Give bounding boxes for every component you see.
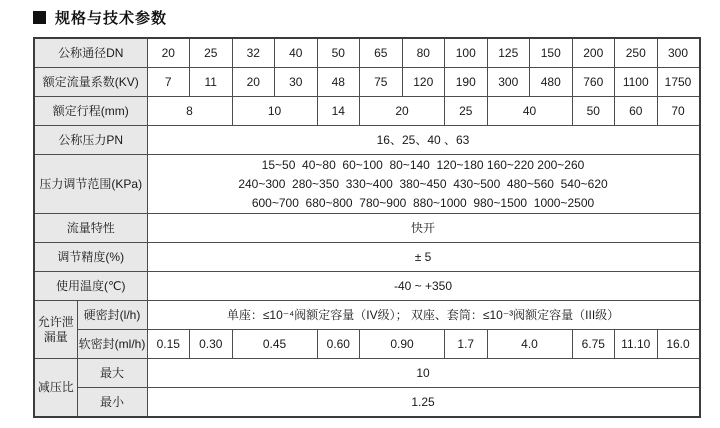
soft-seal-value-cell: 11.10	[615, 330, 658, 359]
hard-seal-value-cell: 单座：≤10⁻⁴阀额定容量（IV级）； 双座、套筒：≤10⁻³阀额定容量（III级）	[147, 301, 700, 330]
row-leakage-soft	[34, 330, 700, 359]
stroke-value-cell: 25	[445, 97, 488, 126]
dn-value-cell: 65	[360, 38, 403, 68]
row-dn	[34, 38, 700, 68]
flow-value-cell: 快开	[147, 214, 700, 243]
dn-value-cell: 100	[445, 38, 488, 68]
kv-value-cell: 1100	[615, 68, 658, 97]
soft-seal-value-cell: 0.15	[147, 330, 190, 359]
kv-value-cell: 760	[572, 68, 615, 97]
row-ratio-min	[34, 388, 700, 418]
section-title-text: 规格与技术参数	[55, 10, 168, 27]
kv-value-cell: 7	[147, 68, 190, 97]
soft-seal-value-cell: 4.0	[487, 330, 572, 359]
dn-value-cell: 40	[275, 38, 318, 68]
row-label-kv: 额定流量系数(KV)	[34, 68, 147, 97]
row-label-stroke: 额定行程(mm)	[34, 97, 147, 126]
dn-value-cell: 50	[317, 38, 360, 68]
row-stroke	[34, 97, 700, 126]
ratio-min-value-cell: 1.25	[147, 388, 700, 418]
row-pn	[34, 126, 700, 155]
stroke-value-cell: 50	[572, 97, 615, 126]
ratio-max-value-cell: 10	[147, 359, 700, 388]
row-label-accuracy: 调节精度(%)	[34, 243, 147, 272]
dn-value-cell: 80	[402, 38, 445, 68]
kv-value-cell: 48	[317, 68, 360, 97]
ratio-group-label: 减压比	[34, 359, 77, 418]
pressure-range-line: 600~700 680~800 780~900 880~1000 980~1500 1000~2500	[251, 195, 595, 210]
kv-value-cell: 1750	[657, 68, 700, 97]
spec-table	[33, 37, 701, 418]
stroke-value-cell: 70	[657, 97, 700, 126]
kv-value-cell: 300	[487, 68, 530, 97]
dn-value-cell: 300	[657, 38, 700, 68]
soft-seal-value-cell: 0.45	[232, 330, 317, 359]
soft-seal-value-cell: 0.90	[360, 330, 445, 359]
dn-value-cell: 200	[572, 38, 615, 68]
stroke-value-cell: 14	[317, 97, 360, 126]
kv-value-cell: 30	[275, 68, 318, 97]
dn-value-cell: 125	[487, 38, 530, 68]
stroke-value-cell: 8	[147, 97, 232, 126]
soft-seal-value-cell: 0.60	[317, 330, 360, 359]
section-title	[33, 7, 720, 28]
row-accuracy	[34, 243, 700, 272]
row-ratio-max	[34, 359, 700, 388]
dn-value-cell: 250	[615, 38, 658, 68]
row-leakage-hard	[34, 301, 700, 330]
soft-seal-value-cell: 6.75	[572, 330, 615, 359]
row-label-ratio-min: 最小	[77, 388, 147, 418]
stroke-value-cell: 20	[360, 97, 445, 126]
kv-value-cell: 120	[402, 68, 445, 97]
dn-value-cell: 25	[190, 38, 233, 68]
soft-seal-value-cell: 1.7	[445, 330, 488, 359]
kv-value-cell: 480	[530, 68, 573, 97]
kv-value-cell: 75	[360, 68, 403, 97]
kv-value-cell: 20	[232, 68, 275, 97]
row-label-hard-seal: 硬密封(l/h)	[77, 301, 147, 330]
dn-value-cell: 20	[147, 38, 190, 68]
pressure-range-line: 15~50 40~80 60~100 80~140 120~180 160~220 200~260	[261, 157, 585, 172]
leakage-group-label: 允许泄漏量	[34, 301, 77, 359]
pn-value-cell: 16、25、40 、63	[147, 126, 700, 155]
dn-value-cell: 32	[232, 38, 275, 68]
pressure-range-cell	[147, 155, 700, 214]
row-label-soft-seal: 软密封(ml/h)	[77, 330, 147, 359]
temperature-value-cell: -40 ~ +350	[147, 272, 700, 301]
row-kv	[34, 68, 700, 97]
row-label-ratio-max: 最大	[77, 359, 147, 388]
row-label-dn: 公称通径DN	[34, 38, 147, 68]
row-pressure-range	[34, 155, 700, 214]
row-label-pressure-range: 压力调节范围(KPa)	[34, 155, 147, 214]
row-label-flow: 流量特性	[34, 214, 147, 243]
kv-value-cell: 190	[445, 68, 488, 97]
row-label-pn: 公称压力PN	[34, 126, 147, 155]
kv-value-cell: 11	[190, 68, 233, 97]
dn-value-cell: 150	[530, 38, 573, 68]
stroke-value-cell: 40	[487, 97, 572, 126]
row-label-temperature: 使用温度(℃)	[34, 272, 147, 301]
row-flow	[34, 214, 700, 243]
row-temperature	[34, 272, 700, 301]
soft-seal-value-cell: 0.30	[190, 330, 233, 359]
accuracy-value-cell: ± 5	[147, 243, 700, 272]
section-marker-icon	[33, 11, 46, 24]
stroke-value-cell: 10	[232, 97, 317, 126]
soft-seal-value-cell: 16.0	[657, 330, 700, 359]
pressure-range-line: 240~300 280~350 330~400 380~450 430~500 480~560 540~620	[238, 176, 608, 191]
stroke-value-cell: 60	[615, 97, 658, 126]
